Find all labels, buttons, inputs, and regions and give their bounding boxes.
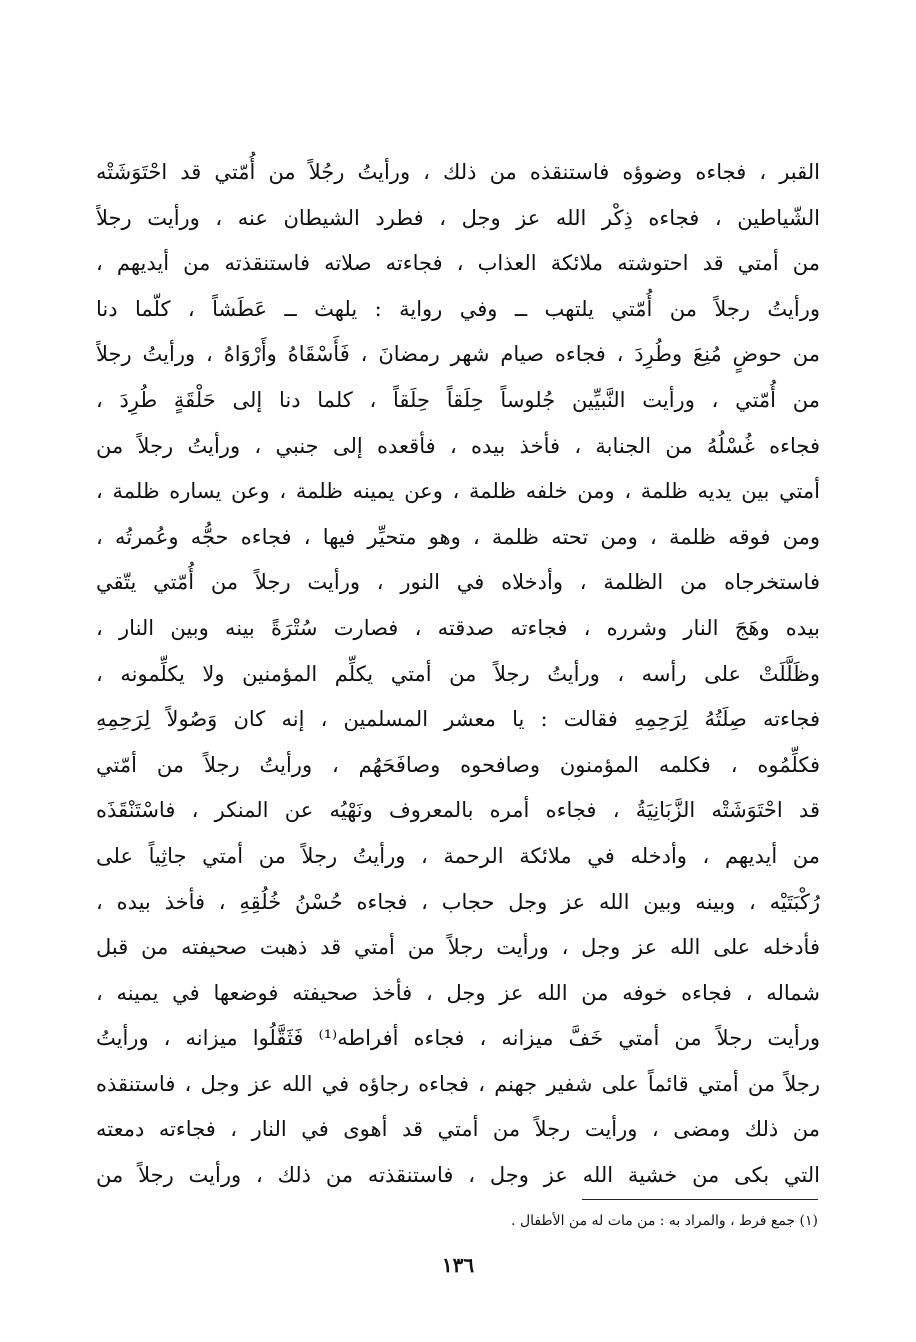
text-line: بيده وهَجَ النار وشرره ، فجاءته صدقته ، فصارت سُتْرَةً بينه وبين النار ، xyxy=(96,615,820,640)
text-line: أمتي بين يديه ظلمة ، ومن خلفه ظلمة ، وعن يمينه ظلمة ، وعن يساره ظلمة ، xyxy=(96,479,820,504)
text-line: من أُمّتي ، ورأيت النَّبيِّين جُلوساً حِلَقاً حِلَقاً ، كلما دنا إلى حَلْقَةٍ طُرِدَ ، xyxy=(96,387,820,412)
text-line: فجاءه غُسْلُهُ من الجنابة ، فأخذ بيده ، فأقعده إلى جنبي ، ورأيتُ رجلاً من xyxy=(96,433,820,458)
text-line: من ذلك ومضى ، ورأيت رجلاً من أمتي قد أهوى في النار ، فجاءته دمعته xyxy=(96,1117,820,1142)
text-line: رُكْبَتَيْه ، وبينه وبين الله عز وجل حجاب ، فجاءه حُسْنُ خُلُقِهِ ، فأخذ بيده ، xyxy=(96,889,820,914)
footnote-separator xyxy=(582,1199,818,1200)
page-number: ١٣٦ xyxy=(441,1253,475,1277)
text-line: ورأيت رجلاً من أمتي خَفَّ ميزانه ، فجاءه أفراطه⁽¹⁾ فَثَقَّلُوا ميزانه ، ورأيتُ xyxy=(96,1026,820,1051)
text-line: من أيديهم ، وأدخله في ملائكة الرحمة ، ورأيتُ رجلاً من أمتي جاثِياً على xyxy=(96,843,820,868)
text-line: التي بكى من خشية الله عز وجل ، فاستنقذته من ذلك ، ورأيت رجلاً من xyxy=(96,1163,820,1188)
text-line: قد احْتَوَشَتْه الزَّبَانِيَةُ ، فجاءه أمره بالمعروف ونَهْيُه عن المنكر ، فاسْتَنْقَذَه xyxy=(96,798,820,823)
text-line: ورأيتُ رجلاً من أُمّتي يلتهب ــ وفي رواية : يلهث ــ عَطَشاً ، كلّما دنا xyxy=(96,296,820,321)
text-line: القبر ، فجاءه وضوؤه فاستنقذه من ذلك ، ورأيتُ رجُلاً من أُمّتي قد احْتَوَشَتْه xyxy=(96,160,820,184)
text-line: الشّياطين ، فجاءه ذِكْر الله عز وجل ، فطرد الشيطان عنه ، ورأيت رجلاً xyxy=(96,205,820,230)
text-line: ومن فوقه ظلمة ، ومن تحته ظلمة ، وهو متحيِّر فيها ، فجاءه حجُّه وعُمرتُه ، xyxy=(96,524,820,549)
text-line: من أمتي قد احتوشته ملائكة العذاب ، فجاءته صلاته فاستنقذته من أيديهم ، xyxy=(96,251,820,276)
body-text xyxy=(96,150,820,1199)
text-line: شماله ، فجاءه خوفه من الله عز وجل ، فأخذ صحيفته فوضعها في يمينه ، xyxy=(96,980,820,1005)
text-line: فجاءته صِلَتُهُ لِرَحِمِهِ فقالت : يا معشر المسلمين ، إنه كان وَصُولاً لِرَحِمِهِ xyxy=(96,707,820,732)
text-line: رجلاً من أمتي قائماً على شفير جهنم ، فجاءه رجاؤه في الله عز وجل ، فاستنقذه xyxy=(96,1071,820,1096)
footnote: (١) جمع فرط ، والمراد به : من مات له من الأطفال . xyxy=(511,1213,818,1229)
text-line: فاستخرجاه من الظلمة ، وأدخلاه في النور ، ورأيت رجلاً من أُمّتي يتّقي xyxy=(96,570,820,595)
text-line: فأدخله على الله عز وجل ، ورأيت رجلاً من أمتي قد ذهبت صحيفته من قبل xyxy=(96,935,820,960)
text-line: من حوضٍ مُنِعَ وطُرِدَ ، فجاءه صيام شهر رمضانَ ، فَأَسْقَاهُ وأَرْوَاهُ ، ورأيتُ رجلاً xyxy=(96,342,820,367)
text-line: وظَلَّلَتْ على رأسه ، ورأيتُ رجلاً من أمتي يكلِّم المؤمنين ولا يكلِّمونه ، xyxy=(96,661,820,686)
text-line: فكلِّمُوه ، فكلمه المؤمنون وصافحوه وصافَحَهُم ، ورأيتُ رجلاً من أمّتي xyxy=(96,752,820,777)
